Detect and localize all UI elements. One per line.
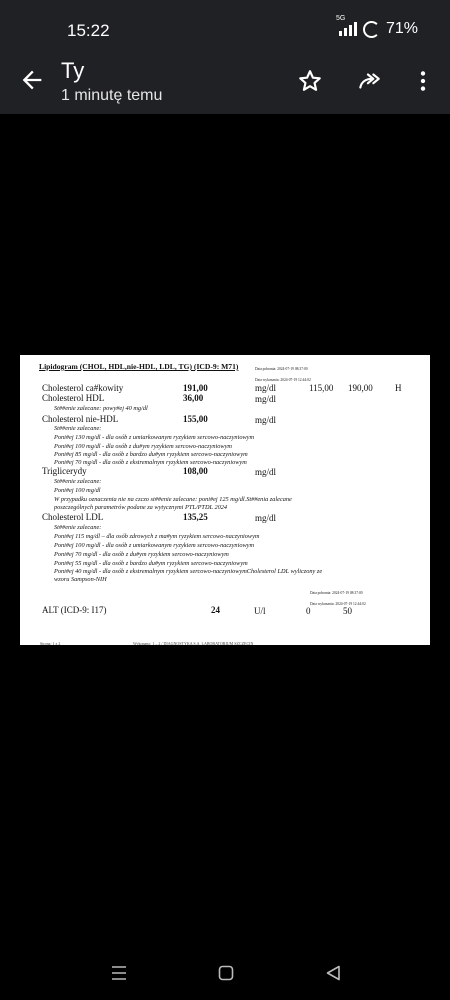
result-name: Cholesterol HDL — [42, 393, 105, 403]
result-name: Cholesterol LDL — [42, 512, 104, 522]
home-icon[interactable] — [218, 964, 234, 982]
network-type: 5G — [335, 15, 346, 22]
note-line: St##enie zalecane: — [54, 425, 102, 432]
note-line: wzoru Sampson-NIH — [54, 576, 107, 583]
back-arrow-icon[interactable] — [18, 66, 46, 94]
result-value: 155,00 — [183, 414, 208, 424]
result-value: 191,00 — [183, 383, 208, 393]
result-value: 36,00 — [183, 393, 204, 403]
range-low: 115,00 — [309, 383, 334, 393]
note-line: Poni#ej 115 mg/dl – dla osób zdrowych z ma#ym ryzykiem sercowo-naczyniowym — [54, 533, 260, 540]
result-value: 24 — [211, 605, 220, 615]
app-bar — [0, 56, 450, 114]
note-line: Poni#ej 130 mg/dl - dla osób z umiarkowanym ryzykiem sercowo-naczyniowym — [54, 434, 255, 441]
document-heading: Lipidogram (CHOL, HDL,nie-HDL, LDL, TG) (ICD-9: M71) — [39, 362, 239, 371]
note-line: Poni#ej 100 mg/dl - dla osób z umiarkowanym ryzykiem sercowo-naczyniowym — [54, 542, 255, 549]
result-name: Triglicerydy — [42, 466, 87, 476]
system-nav-bar — [0, 950, 450, 1000]
result-unit: mg/dl — [255, 513, 277, 523]
recents-icon[interactable] — [111, 964, 127, 982]
result-unit: U/l — [254, 606, 266, 616]
result-name: Cholesterol ca#kowity — [42, 383, 124, 393]
collected-date: Data pobrania: 2024-07-19 08:37:00 — [255, 367, 308, 371]
star-icon[interactable] — [297, 68, 323, 94]
note-line: Poni#ej 55 mg/dl - dla osób z bardzo du#ym ryzykiem sercowo-naczyniowym — [54, 560, 248, 567]
note-line: Poni#ej 40 mg/dl - dla osób z ekstremalnym ryzykiem sercowo-naczyniowymCholesterol LDL wyliczony ze — [54, 568, 323, 575]
page-footer-left: Strona: 1 z 2 — [40, 641, 61, 645]
note-line: W przypadku oznaczenia nie na czczo st##enie zalecane: poni#ej 125 mg/dl.St##enia zalecane — [54, 496, 292, 503]
result-value: 108,00 — [183, 466, 208, 476]
signal-icon — [335, 15, 357, 36]
note-line: St##enie zalecane: — [54, 478, 102, 485]
note-line: Poni#ej 70 mg/dl - dla osób z du#ym ryzykiem sercowo-naczyniowym — [54, 551, 229, 558]
result-unit: mg/dl — [255, 467, 277, 477]
result-name: Cholesterol nie-HDL — [42, 414, 119, 424]
range-high: 50 — [343, 606, 352, 616]
performed-date: Data wykonania: 2024-07-19 12:44:02 — [255, 378, 311, 382]
result-flag: H — [395, 383, 402, 393]
note-line: Poni#ej 100 mg/dl — [54, 487, 101, 494]
collected-date: Data pobrania: 2024-07-19 08:37:00 — [310, 591, 363, 595]
back-triangle-icon[interactable] — [325, 964, 341, 982]
attached-document-image[interactable] — [20, 355, 430, 645]
result-unit: mg/dl — [255, 394, 277, 404]
note-line: Poni#ej 70 mg/dl - dla osób z ekstremalnym ryzykiem sercowo-naczyniowym — [54, 459, 247, 466]
chat-title: Ty — [61, 58, 85, 83]
note-line: St##enie zalecane: powy#ej 40 mg/dl — [54, 405, 148, 412]
range-high: 190,00 — [348, 383, 373, 393]
result-unit: mg/dl — [255, 383, 277, 393]
status-time: 15:22 — [67, 21, 110, 40]
status-bar — [0, 0, 450, 56]
battery-level: 71% — [385, 20, 418, 37]
note-line: poszczególnych parametrów podane za wytycznymi PTL/PTDL 2024 — [54, 504, 228, 511]
note-line: St##enie zalecane: — [54, 524, 102, 531]
note-line: Poni#ej 85 mg/dl - dla osób z bardzo du#ym ryzykiem sercowo-naczyniowym — [54, 451, 248, 458]
more-vert-icon[interactable] — [410, 68, 436, 94]
result-unit: mg/dl — [255, 415, 277, 425]
status-icons — [335, 15, 418, 38]
performed-date: Data wykonania: 2024-07-19 12:44:02 — [310, 602, 366, 606]
range-low: 0 — [306, 606, 311, 616]
forward-icon[interactable] — [356, 68, 382, 94]
page-footer-right: Wykonano: 1 – 2 / DIAGNOSTYKA S.A. LABORATORIUM SZCZECIN — [133, 641, 254, 645]
result-value: 135,25 — [183, 512, 208, 522]
battery-icon — [363, 21, 380, 38]
chat-subtitle: 1 minutę temu — [61, 87, 163, 104]
note-line: Poni#ej 100 mg/dl - dla osób z du#ym ryzykiem sercowo-naczyniowym — [54, 443, 232, 450]
result-name: ALT (ICD-9: I17) — [42, 605, 107, 615]
